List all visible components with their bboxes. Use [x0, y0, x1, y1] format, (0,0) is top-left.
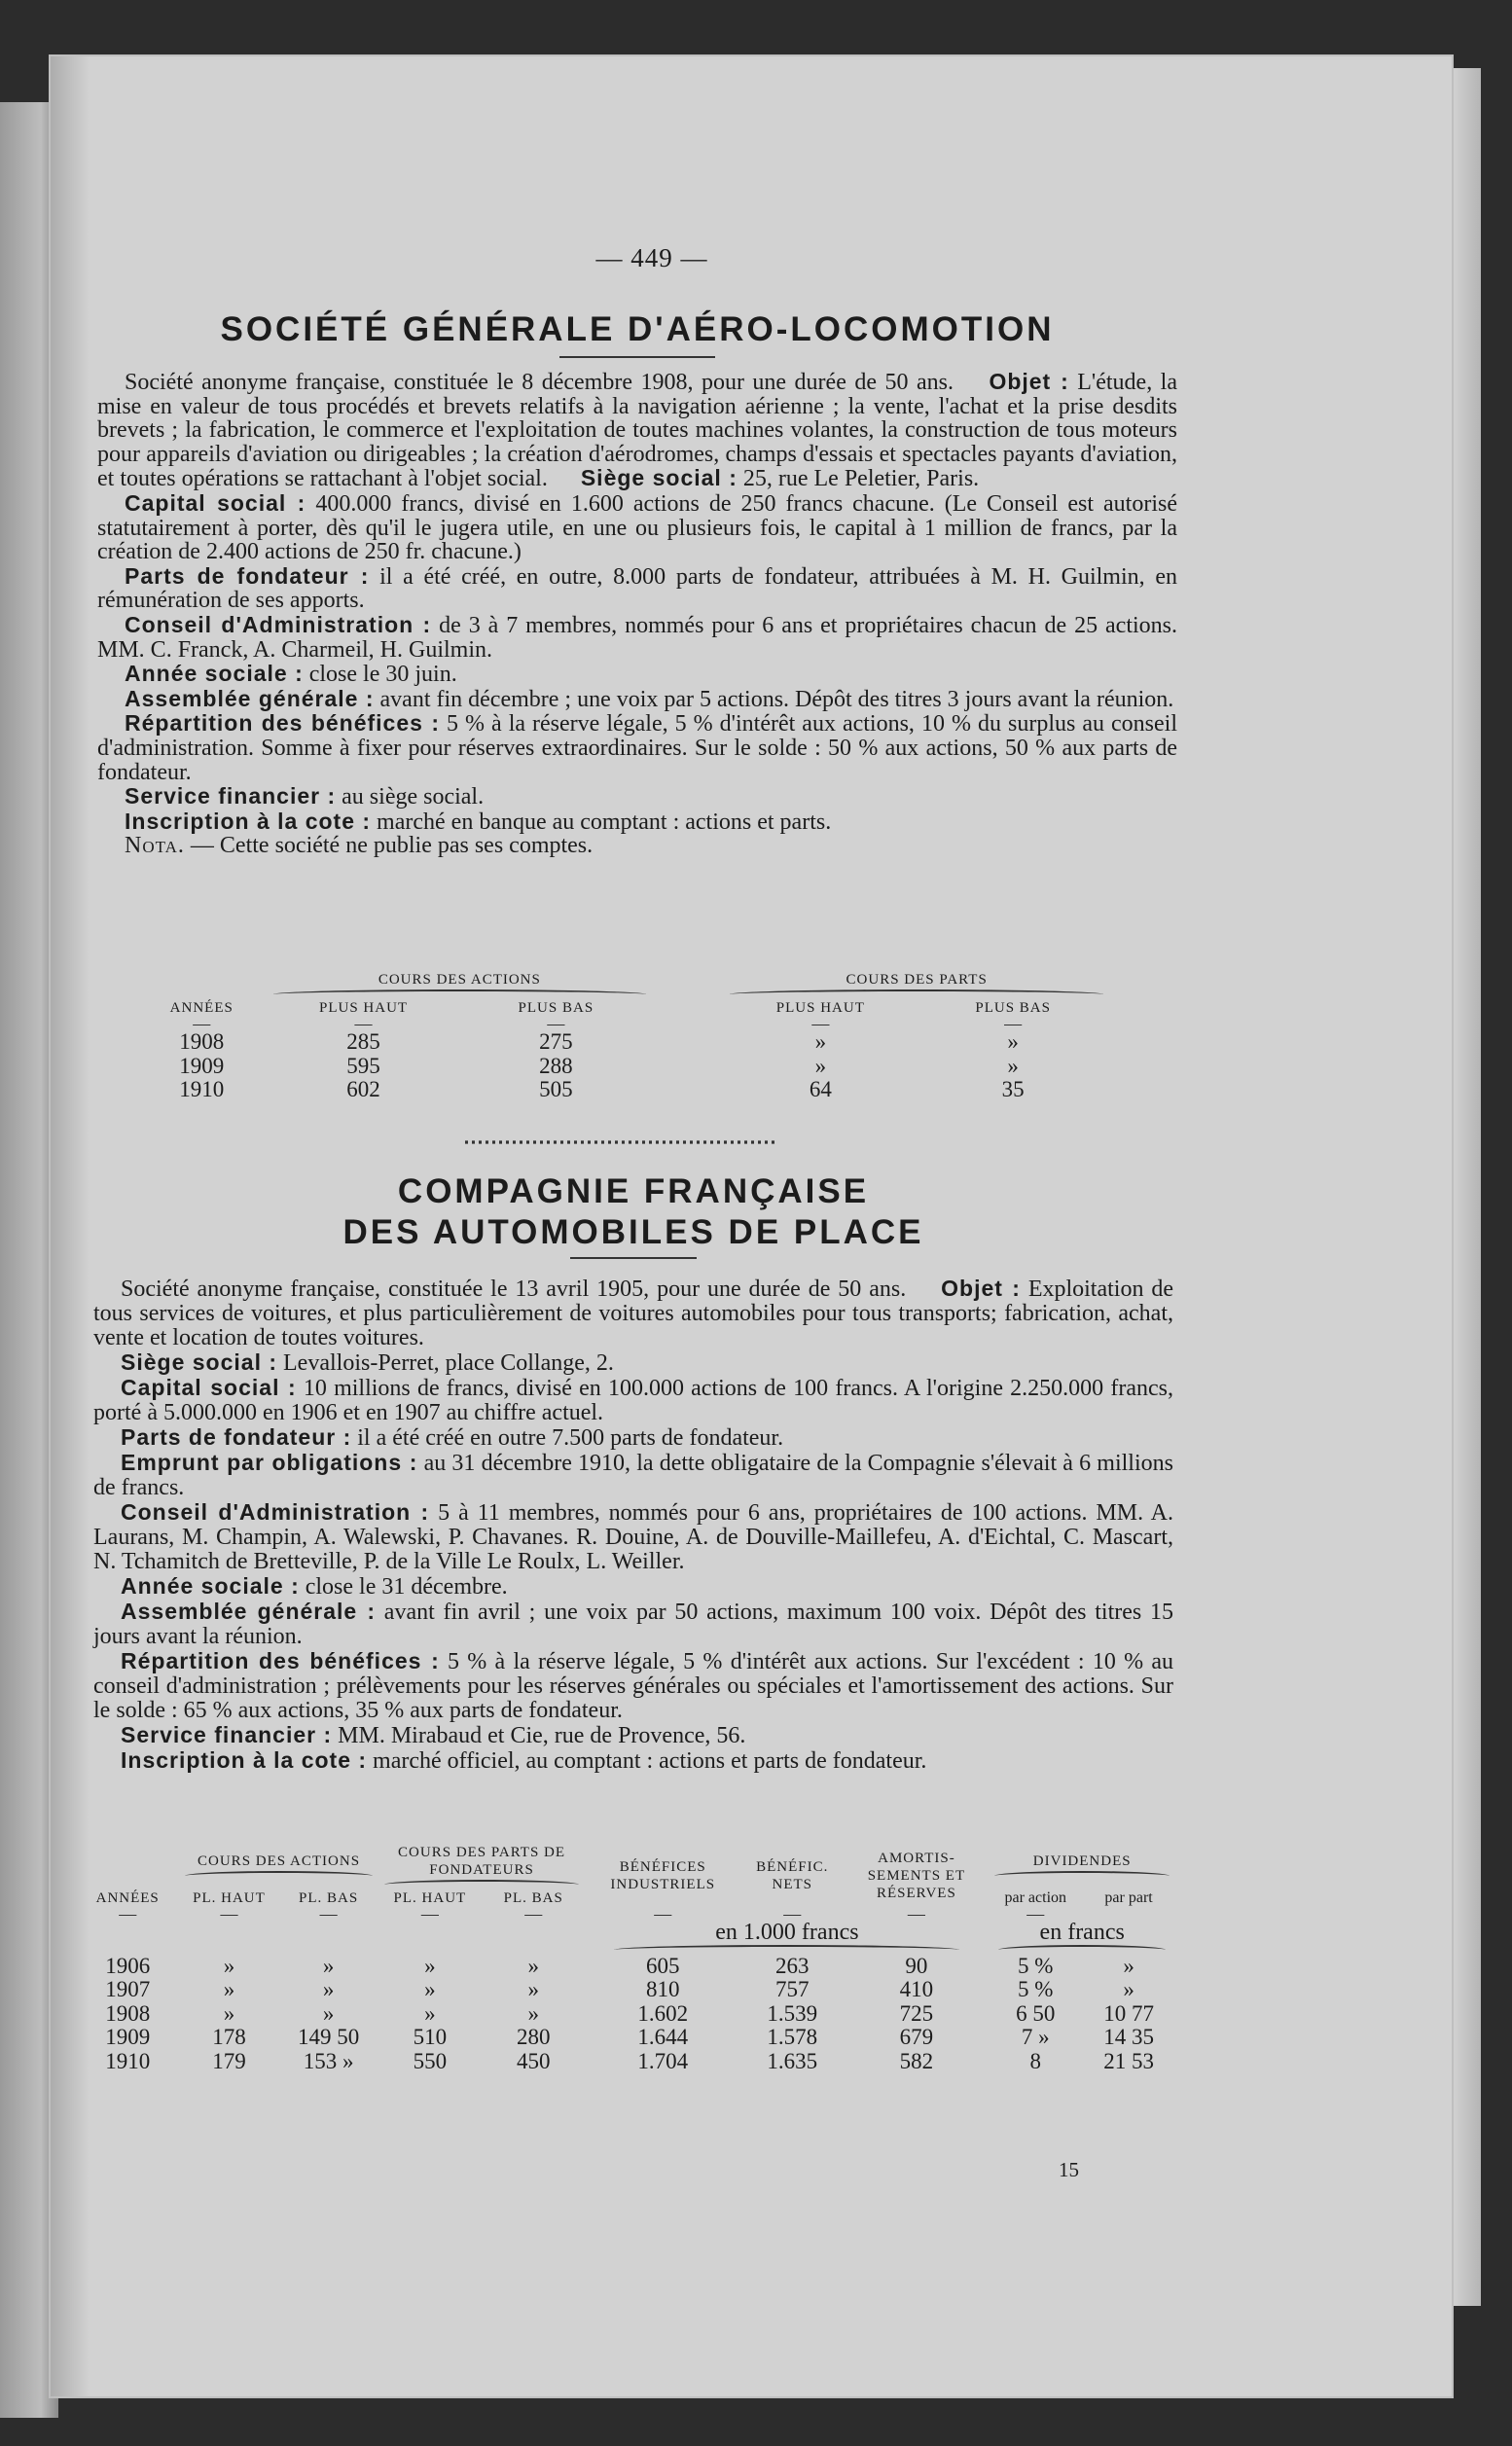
results-table-automobiles: COURS DES ACTIONS COURS DES PARTS DE FONDATEURS BÉNÉFICES INDUSTRIELS BÉNÉFIC. NETS AMORTIS-SEMENTS ET RÉSERVES DIVIDENDES ANNÉES PL. HAUT PL. BAS PL. HAUT PL. BAS par action par part — — — — — — — — — en 1.000 francs en francs 1906 » » » » 605 263 90 5 % » 1907 » » » » 810 757 410 5 % » 1908 » » » » 1.602 1.539 725 6 50 10 77 1909 178 149 50 510 280 1.644 1.578 679 7 » 14 35 1910 179 153 » 550 450 1.704 1.635 582 8 21 53 [76, 1844, 1175, 2073]
col-actions-pl-haut: PL. HAUT [193, 1890, 266, 1906]
col-annees: ANNÉES [169, 1000, 234, 1016]
col-actions-plus-haut: PLUS HAUT [318, 1000, 409, 1016]
col-parts-plus-bas: PLUS BAS [975, 1000, 1051, 1016]
col-parts-plus-haut: PLUS HAUT [775, 1000, 865, 1016]
left-page-edge [0, 102, 58, 2418]
table-row: 1909 178 149 50 510 280 1.644 1.578 679 7 » 14 35 [105, 2025, 1154, 2049]
table-row: 1909 595 288 » » [179, 1053, 1019, 1078]
group-header-cours-actions: COURS DES ACTIONS [179, 1844, 378, 1889]
table-row: 1908 285 275 » » [179, 1029, 1019, 1054]
section-automobiles-de-place [93, 1171, 1173, 1774]
col-parts-pl-haut: PL. HAUT [393, 1890, 467, 1906]
col-annees: ANNÉES [95, 1890, 160, 1906]
table-row: 1910 179 153 » 550 450 1.704 1.635 582 8 21 53 [105, 2048, 1154, 2073]
col-par-part: par part [1104, 1889, 1153, 1906]
unit-francs: en francs [989, 1921, 1175, 1955]
cours-table-aero: COURS DES ACTIONS COURS DES PARTS ANNÉES PLUS HAUT PLUS BAS PLUS HAUT PLUS BAS — — — — — 1908 285 275 » » 1909 595 288 » » 1910 602 505 64 35 [136, 971, 1109, 1102]
col-benefices-industriels: BÉNÉFICES INDUSTRIELS [610, 1858, 716, 1892]
section-aero-locomotion [97, 309, 1177, 858]
col-actions-plus-bas: PLUS BAS [518, 1000, 594, 1016]
table-row: 1910 602 505 64 35 [179, 1077, 1025, 1101]
group-header-parts: COURS DES PARTS [724, 971, 1109, 999]
unit-mille-francs: en 1.000 francs [585, 1921, 989, 1955]
table-row: 1906 » » » » 605 263 90 5 % » [105, 1953, 1134, 1978]
group-header-actions: COURS DES ACTIONS [268, 971, 653, 999]
group-header-dividendes: DIVIDENDES [989, 1844, 1175, 1889]
company-description: Société anonyme française, constituée le 13 avril 1905, pour une durée de 50 ans. Objet : Exploitation de tous services de voitures, et plus particulièrement de voitures automobiles pour tous transports; fabrication, achat, vente et location de toutes voitures. Siège social : Levallois-Perret, place Collange, 2. Capital social : 10 millions de francs, divisé en 100.000 actions de 100 francs. A l'origine 2.250.000 francs, porté à 5.000.000 en 1906 et en 1907 au chiffre actuel. Parts de fondateur : il a été créé en outre 7.500 parts de fondateur. Emprunt par obligations : au 31 décembre 1910, la dette obligataire de la Compagnie s'élevait à 6 millions de francs. Conseil d'Administration : 5 à 11 membres, nommés pour 6 ans, propriétaires de 100 actions. MM. A. Laurans, M. Champin, A. Walewski, P. Chavanes. R. Douine, A. de Douville-Maillefeu, A. d'Eichtal, C. Mascart, N. Tchamitch de Bretteville, P. de la Ville Le Roulx, L. Weiller. Année sociale : close le 31 décembre. Assemblée générale : avant fin avril ; une voix par 50 actions, maximum 100 voix. Dépôt des titres 15 jours avant la réunion. Répartition des bénéfices : 5 % à la réserve légale, 5 % d'intérêt aux actions. Sur l'excédent : 10 % au conseil d'administration ; prélèvements pour les réserves générales ou spéciales et l'amortissement des actions. Sur le solde : 65 % aux actions, 35 % aux parts de fondateur. Service financier : MM. Mirabaud et Cie, rue de Provence, 56. Inscription à la cote : marché officiel, au comptant : actions et parts de fondateur. [93, 1276, 1174, 1774]
signature-mark: 15 [1059, 2158, 1079, 2181]
section-title-line2: DES AUTOMOBILES DE PLACE [342, 1213, 924, 1251]
col-parts-pl-bas: PL. BAS [503, 1890, 563, 1906]
col-par-action: par action [1004, 1889, 1067, 1906]
company-description: Société anonyme française, constituée le 8 décembre 1908, pour une durée de 50 ans. Objet : L'étude, la mise en valeur de tous procédés et brevets relatifs à la navigation aérienne ; la vente, l'achat et la prise desdits brevets ; la fabrication, le commerce et l'exploitation de toutes machines volantes, la construction de tous moteurs pour appareils d'aviation ou dirigeables ; la création d'aérodromes, champs d'essais et spectacles payants d'aviation, et toutes opérations se rattachant à l'objet social. Siège social : 25, rue Le Peletier, Paris. Capital social : 400.000 francs, divisé en 1.600 actions de 250 francs chacune. (Le Conseil est autorisé statutairement à porter, dès qu'il le jugera utile, en une ou plusieurs fois, le capital à 1 million de francs, par la création de 2.400 actions de 250 fr. chacune.) Parts de fondateur : il a été créé, en outre, 8.000 parts de fondateur, attribuées à M. H. Guilmin, en rémunération de ses apports. Conseil d'Administration : de 3 à 7 membres, nommés pour 6 ans et propriétaires chacun de 25 actions. MM. C. Franck, A. Charmeil, H. Guilmin. Année sociale : close le 30 juin. Assemblée générale : avant fin décembre ; une voix par 5 actions. Dépôt des titres 3 jours avant la réunion. Répartition des bénéfices : 5 % à la réserve légale, 5 % d'intérêt aux actions, 10 % du surplus au conseil d'administration. Somme à fixer pour réserves extraordinaires. Sur le solde : 50 % aux actions, 50 % aux parts de fondateur. Service financier : au siège social. Inscription à la cote : marché en banque au comptant : actions et parts. Nota. — Cette société ne publie pas ses comptes. [97, 369, 1178, 859]
title-underline [570, 1257, 697, 1259]
page-number: — 449 — [595, 243, 708, 272]
section-title-line1: COMPAGNIE FRANÇAISE [397, 1172, 870, 1210]
group-header-cours-parts: COURS DES PARTS DE FONDATEURS [378, 1844, 586, 1889]
table-row: 1908 » » » » 1.602 1.539 725 6 50 10 77 [105, 2000, 1154, 2026]
col-amortissements: AMORTIS-SEMENTS ET RÉSERVES [867, 1850, 966, 1901]
table-row: 1907 » » » » 810 757 410 5 % » [105, 1977, 1134, 2001]
col-benefices-nets: BÉNÉFIC. NETS [756, 1858, 829, 1892]
col-actions-pl-bas: PL. BAS [299, 1890, 359, 1906]
title-underline [559, 356, 715, 358]
section-title: SOCIÉTÉ GÉNÉRALE D'AÉRO-LOCOMOTION [220, 310, 1055, 348]
